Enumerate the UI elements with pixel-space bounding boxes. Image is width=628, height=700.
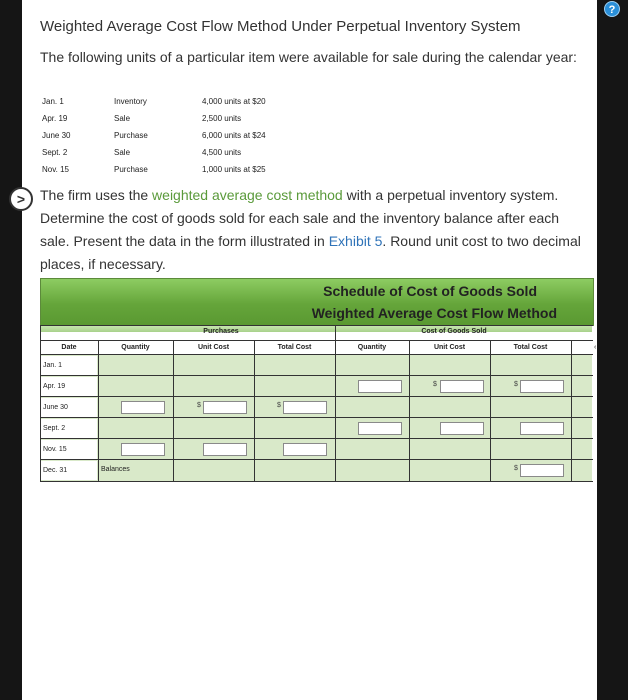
grid-line [40, 438, 593, 439]
cogs-group-header: Cost of Goods Sold [421, 328, 487, 335]
purchase-quantity-input-june30[interactable] [121, 401, 165, 414]
grid-line [254, 340, 255, 482]
cogs-total-cost-input-sept2[interactable] [520, 422, 564, 435]
currency-symbol: $ [277, 402, 281, 409]
schedule-banner [40, 278, 594, 326]
left-frame [0, 0, 22, 700]
intro-text: The following units of a particular item were available for sale during the calendar year: [40, 49, 577, 65]
transaction-type: Purchase [114, 165, 148, 174]
purchase-unit-cost-input-nov15[interactable] [203, 443, 247, 456]
date-column-header: Date [61, 344, 77, 351]
transaction-date: June 30 [42, 131, 71, 140]
page-title: Weighted Average Cost Flow Method Under Perpetual Inventory System [40, 18, 521, 35]
table-row [40, 460, 592, 481]
right-frame [597, 0, 628, 700]
balances-label: Balances [101, 466, 130, 473]
grid-line [40, 396, 593, 397]
cogs-quantity-input-apr19[interactable] [358, 380, 402, 393]
exhibit-link[interactable]: Exhibit 5 [328, 233, 383, 249]
weighted-average-link[interactable]: weighted average cost method [152, 187, 343, 203]
balance-total-cost-input-dec31[interactable] [520, 464, 564, 477]
row-date: Apr. 19 [41, 377, 97, 396]
grid-line [335, 325, 336, 482]
transaction-date: Apr. 19 [42, 114, 68, 123]
grid-line [40, 325, 41, 482]
grid-line [40, 325, 593, 326]
expand-chevron-icon[interactable]: > [9, 187, 33, 211]
grid-line [571, 340, 572, 482]
cogs-unit-cost-input-apr19[interactable] [440, 380, 484, 393]
transaction-date: Nov. 15 [42, 165, 69, 174]
currency-symbol: $ [514, 381, 518, 388]
cogs-total-cost-input-apr19[interactable] [520, 380, 564, 393]
grid-line [40, 459, 593, 460]
quantity-column-header: Quantity [121, 344, 150, 351]
instructions-text [40, 184, 590, 276]
instructions-part-1: The firm uses the [40, 187, 153, 203]
table-row [40, 376, 592, 397]
header-band [40, 326, 592, 332]
transaction-type: Purchase [114, 131, 148, 140]
currency-symbol: $ [433, 381, 437, 388]
cogs-total-cost-column-header: Total Cost [513, 344, 548, 351]
transaction-type: Inventory [114, 97, 147, 106]
cogs-schedule [40, 278, 597, 484]
purchase-total-cost-input-june30[interactable] [283, 401, 327, 414]
transaction-desc: 4,500 units [202, 148, 242, 157]
grid-line [98, 340, 99, 482]
currency-symbol: $ [514, 465, 518, 472]
grid-line [409, 340, 410, 482]
instructions-part-3: . Round unit cost to two decimal places, if necessary. [40, 233, 581, 272]
table-row [40, 397, 592, 418]
transaction-desc: 1,000 units at $25 [202, 165, 266, 174]
purchases-group-header: Purchases [203, 328, 239, 335]
schedule-subtitle: Weighted Average Cost Flow Method [311, 305, 557, 321]
cogs-quantity-input-sept2[interactable] [358, 422, 402, 435]
unit-cost-column-header: Unit Cost [197, 344, 230, 351]
help-icon[interactable]: ? [604, 1, 620, 17]
table-row [40, 439, 592, 460]
transaction-desc: 4,000 units at $20 [202, 97, 266, 106]
instructions-part-2: with a perpetual inventory system. Determine the cost of goods sold for each sale and the inventory balance after each sale. Present the data in the form illustrated in [40, 187, 560, 249]
transaction-desc: 6,000 units at $24 [202, 131, 266, 140]
purchase-unit-cost-input-june30[interactable] [203, 401, 247, 414]
total-cost-column-header: Total Cost [277, 344, 312, 351]
cogs-quantity-column-header: Quantity [357, 344, 387, 351]
row-date: Nov. 15 [41, 440, 97, 459]
row-date: Sept. 2 [41, 419, 97, 438]
transaction-date: Sept. 2 [42, 148, 68, 157]
purchase-total-cost-input-nov15[interactable] [283, 443, 327, 456]
row-date: Jan. 1 [41, 356, 97, 375]
transaction-desc: 2,500 units [202, 114, 242, 123]
transaction-date: Jan. 1 [42, 97, 64, 106]
transaction-type: Sale [114, 114, 131, 123]
grid-line [490, 340, 491, 482]
row-date: June 30 [41, 398, 97, 417]
grid-line [40, 375, 593, 376]
grid-line [40, 417, 593, 418]
table-row [40, 355, 592, 376]
cogs-unit-cost-column-header: Unit Cost [433, 344, 466, 351]
grid-line [40, 340, 593, 341]
currency-symbol: $ [197, 402, 201, 409]
transaction-type: Sale [114, 148, 131, 157]
row-date: Dec. 31 [41, 461, 97, 480]
purchase-quantity-input-nov15[interactable] [121, 443, 165, 456]
schedule-title: Schedule of Cost of Goods Sold [323, 283, 537, 299]
table-edge-marker: ‹ [594, 344, 597, 351]
cogs-unit-cost-input-sept2[interactable] [440, 422, 484, 435]
grid-line [173, 340, 174, 482]
grid-line [40, 481, 593, 482]
table-row [40, 418, 592, 439]
